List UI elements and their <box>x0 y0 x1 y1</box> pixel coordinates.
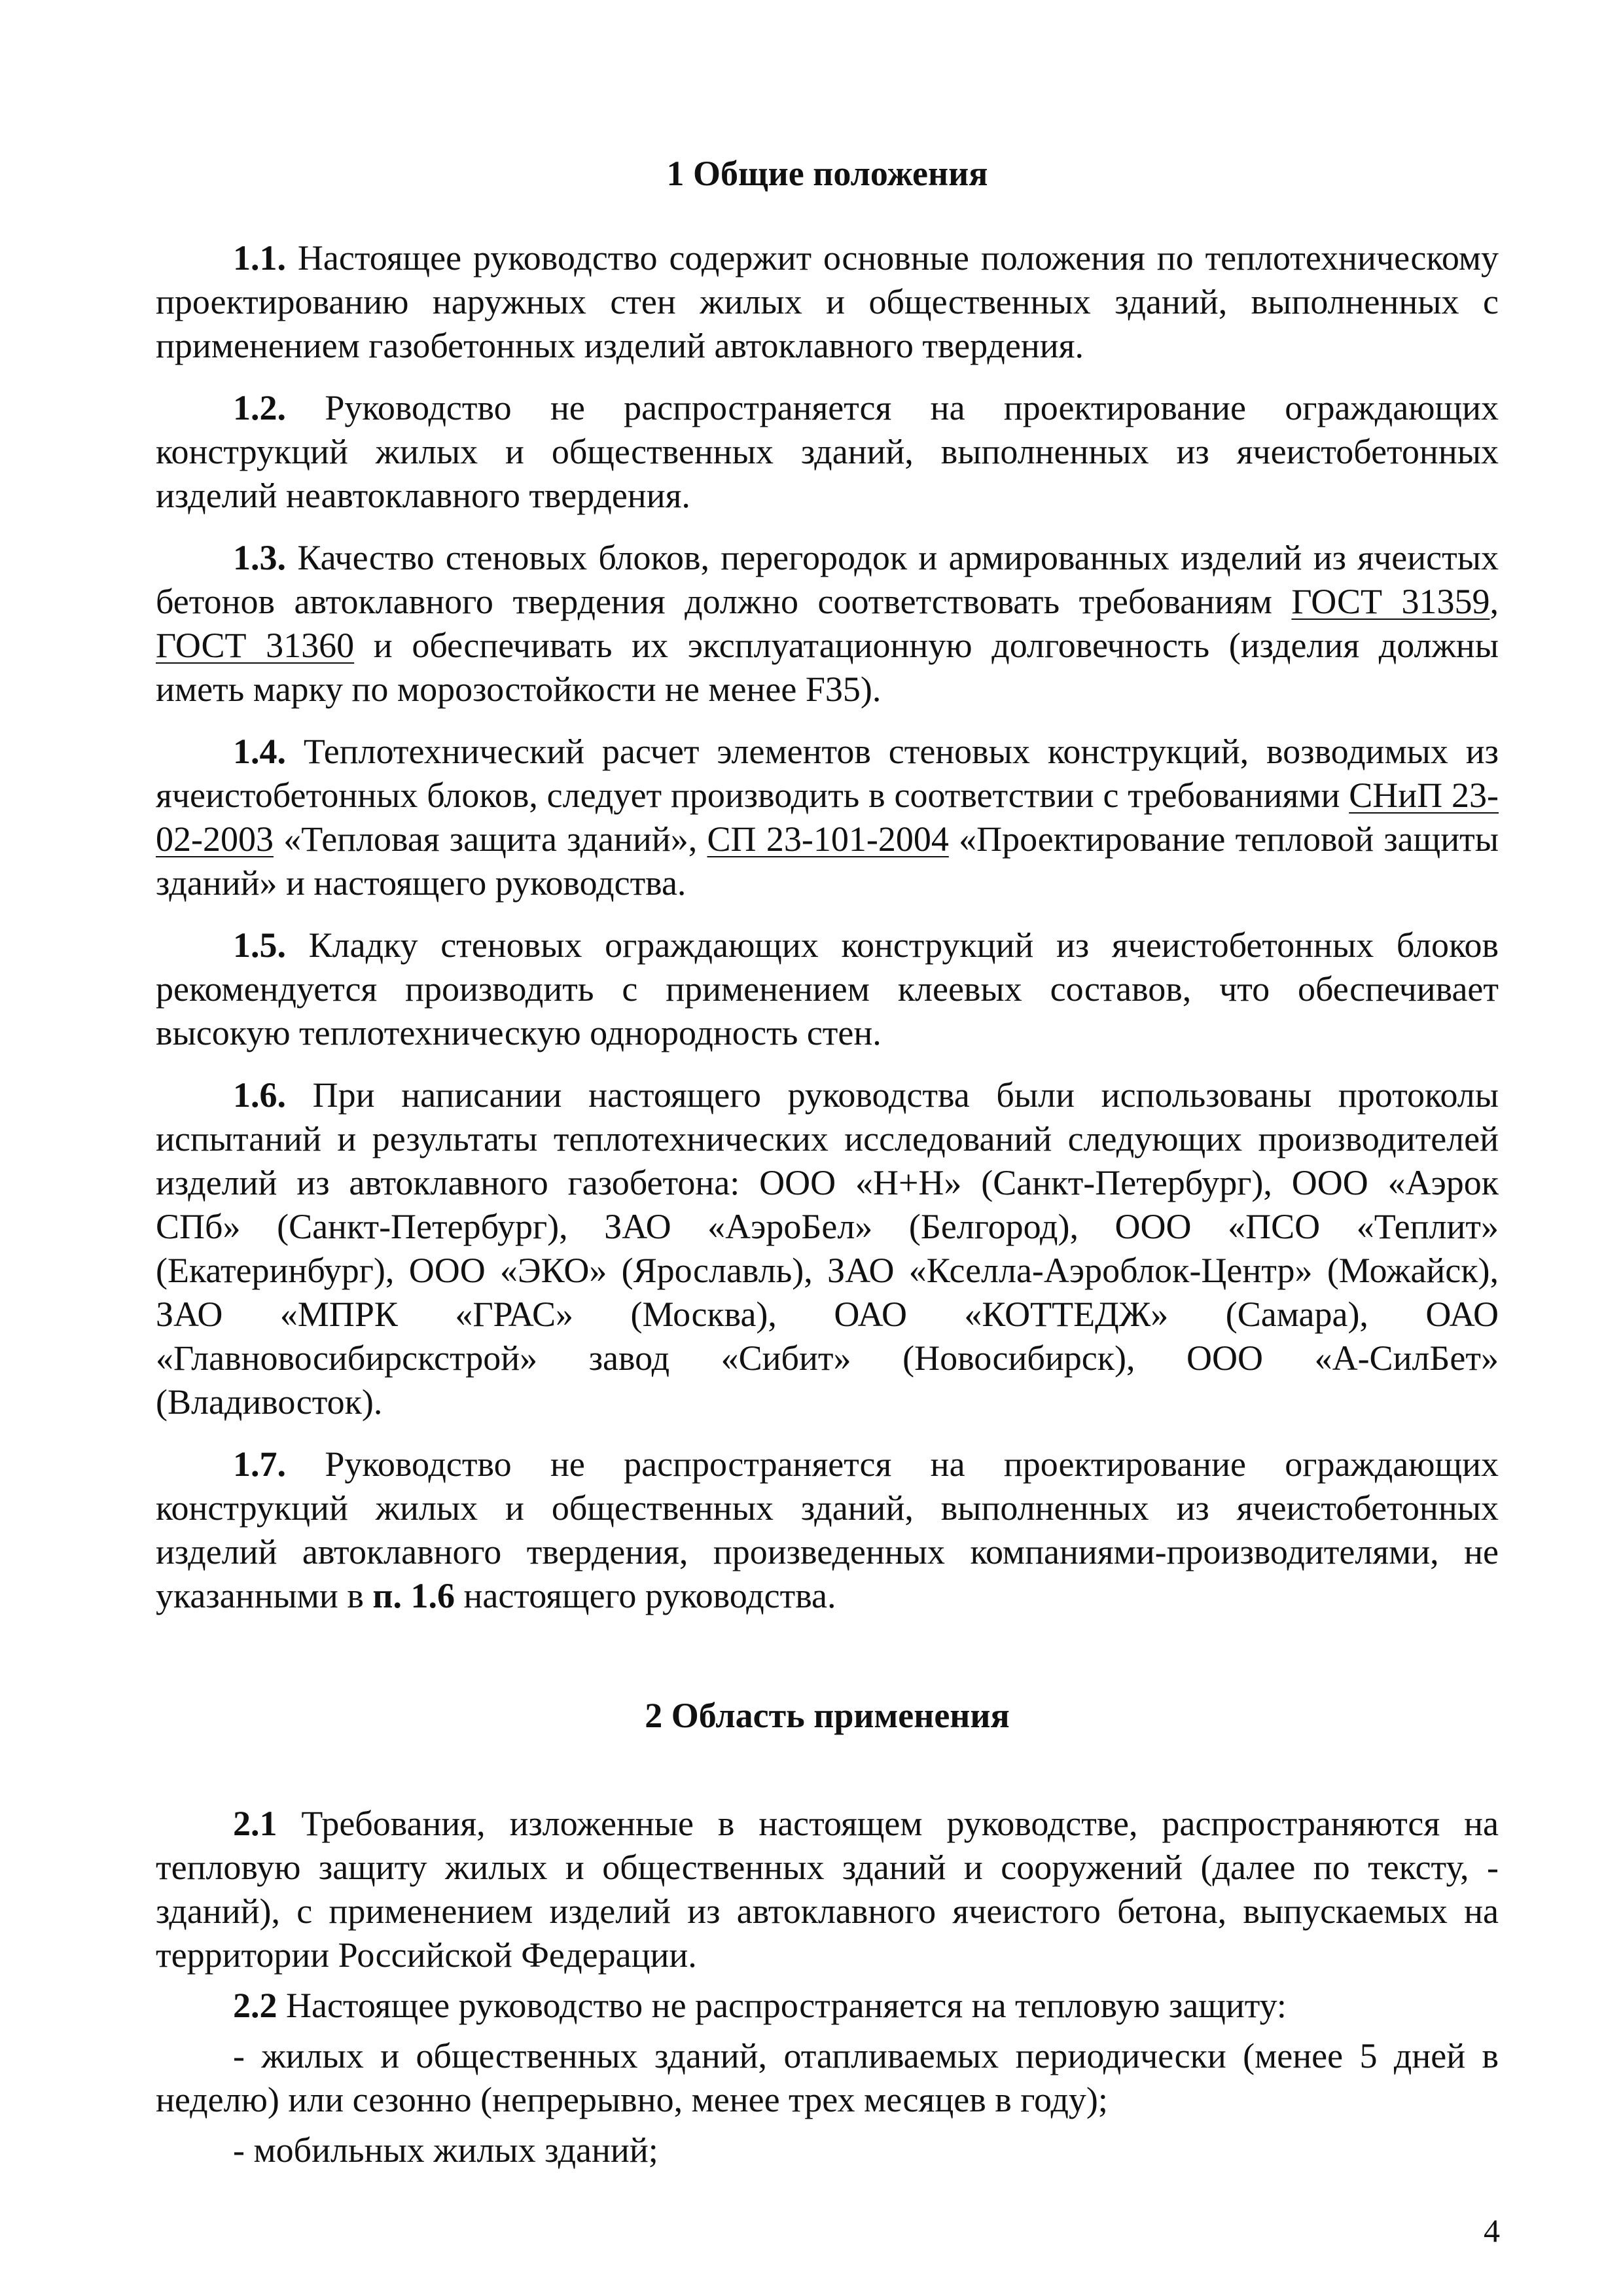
paragraph-number: 1.2. <box>233 388 286 427</box>
paragraph-number: 1.4. <box>233 732 286 771</box>
sp-23-101-2004-link[interactable]: СП 23-101-2004 <box>707 819 949 859</box>
snip-23-02-2003-link[interactable]: СНиП 23-02-2003 <box>156 776 1499 859</box>
gost-31359-link[interactable]: ГОСТ 31359 <box>1291 582 1490 621</box>
paragraph-1-3 <box>156 536 1499 711</box>
paragraph-1-5 <box>156 924 1499 1055</box>
paragraph-text: Руководство не распространяется на проектирование ограждающих конструкций жилых и общественных зданий, выполненных из ячеистобетонных изделий неавтоклавного твердения. <box>156 388 1499 515</box>
paragraph-number: 1.6. <box>233 1075 286 1115</box>
paragraph-number: 1.5. <box>233 925 286 965</box>
clause-reference: п. 1.6 <box>372 1576 455 1615</box>
paragraph-2-2 <box>156 1984 1499 2028</box>
section-heading-general: 1 Общие положения <box>666 154 988 193</box>
paragraph-number: 2.2 <box>233 1986 277 2025</box>
paragraph-number: 2.1 <box>233 1804 277 1843</box>
paragraph-1-4 <box>156 730 1499 905</box>
paragraph-number: 1.7. <box>233 1444 286 1484</box>
paragraph-text: Настоящее руководство не распространяется на тепловую защиту: <box>277 1986 1287 2025</box>
paragraph-text: «Тепловая защита зданий», <box>273 819 707 859</box>
paragraph-text: Качество стеновых блоков, перегородок и армированных изделий из ячеистых бетонов автоклавного твердения должно соответствовать требованиям <box>156 538 1499 621</box>
paragraph-text: настоящего руководства. <box>454 1576 836 1615</box>
document-page <box>156 152 1499 2179</box>
paragraph-text: Требования, изложенные в настоящем руководстве, распространяются на тепловую защиту жилых и общественных зданий и сооружений (далее по тексту, - зданий), с применением изделий из автоклавного ячеистого бетона, выпускаемых на территории Российской Федерации. <box>156 1804 1499 1975</box>
paragraph-text: Настоящее руководство содержит основные положения по теплотехническому проектированию наружных стен жилых и общественных зданий, выполненных с применением газобетонных изделий автоклавного твердения. <box>156 238 1499 365</box>
paragraph-text: «Проектирование тепловой защиты зданий» и настоящего руководства. <box>156 819 1499 903</box>
paragraph-text: Кладку стеновых ограждающих конструкций из ячеистобетонных блоков рекомендуется производить с применением клеевых составов, что обеспечивает высокую теплотехническую однородность стен. <box>156 925 1499 1052</box>
paragraph-text: Теплотехнический расчет элементов стеновых конструкций, возводимых из ячеистобетонных блоков, следует производить в соответствии с требованиями <box>156 732 1499 815</box>
paragraph-1-6 <box>156 1073 1499 1424</box>
paragraph-text: и обеспечивать их эксплуатационную долговечность (изделия должны иметь марку по морозостойкости не менее F35). <box>156 626 1499 709</box>
gost-31360-link[interactable]: ГОСТ 31360 <box>156 626 355 665</box>
paragraph-number: 1.1. <box>233 238 286 278</box>
list-item: - жилых и общественных зданий, отапливаемых периодически (менее 5 дней в неделю) или сезонно (непрерывно, менее трех месяцев в году); <box>156 2036 1499 2119</box>
paragraph-text: При написании настоящего руководства были использованы протоколы испытаний и результаты теплотехнических исследований следующих производителей изделий из автоклавного газобетона: ООО «Н+Н» (Санкт-Петербург), ООО «Аэрок СПб» (Санкт-Петербург), ЗАО «АэроБел» (Белгород), ООО «ПСО «Теплит» (Екатеринбург), ООО «ЭКО» (Ярославль), ЗАО «Кселла-Аэроблок-Центр» (Можайск), ЗАО «МПРК «ГРАС» (Москва), ОАО «КОТТЕДЖ» (Самара), ОАО «Главновосибирскстрой» завод «Сибит» (Новосибирск), ООО «А-СилБет» (Владивосток). <box>156 1075 1499 1422</box>
separator-text: , <box>1489 582 1499 621</box>
section-general <box>156 236 1499 1618</box>
page-number: 4 <box>1484 2212 1500 2249</box>
section-scope <box>156 1802 1499 2172</box>
paragraph-1-7 <box>156 1443 1499 1618</box>
paragraph-1-1 <box>156 236 1499 368</box>
paragraph-number: 1.3. <box>233 538 286 577</box>
paragraph-1-2 <box>156 386 1499 518</box>
paragraph-text: Руководство не распространяется на проектирование ограждающих конструкций жилых и общественных зданий, выполненных из ячеистобетонных изделий автоклавного твердения, произведенных компаниями-производителями, не указанными в <box>156 1444 1499 1615</box>
paragraph-2-1 <box>156 1802 1499 1977</box>
list-item: - мобильных жилых зданий; <box>233 2130 658 2170</box>
section-heading-scope: 2 Область применения <box>645 1696 1010 1735</box>
